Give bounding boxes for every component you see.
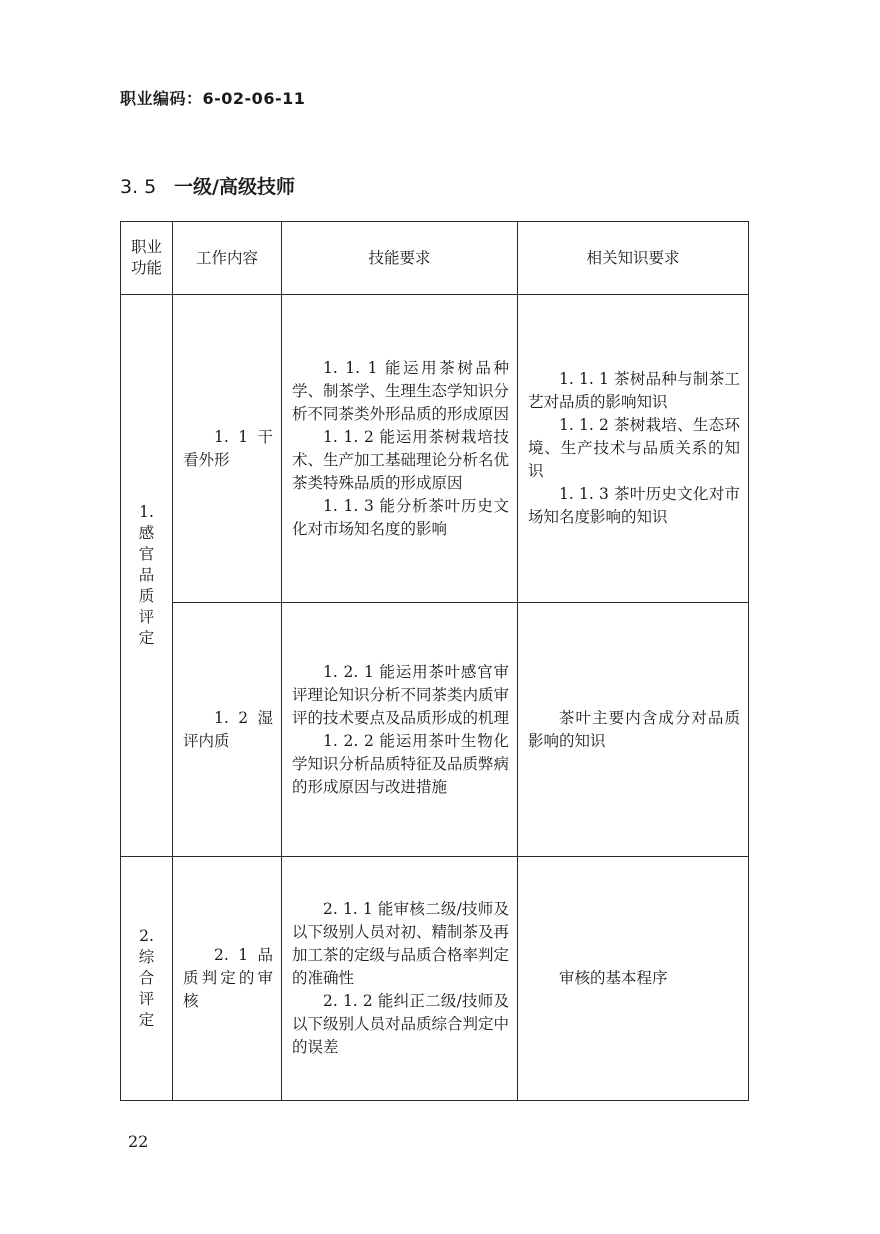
section-title-text: 一级/高级技师 — [174, 176, 295, 198]
header-func: 职业功能 — [121, 222, 173, 295]
work-cell: 1. 2 湿评内质 — [173, 603, 282, 857]
skill-cell: 1. 1. 1 能运用茶树品种学、制茶学、生理生态学知识分析不同茶类外形品质的形成原因 1. 1. 2 能运用茶树栽培技术、生产加工基础理论分析名优茶类特殊品质的形成原因 1. 1. 3 能分析茶叶历史文化对市场知名度的影响 — [282, 295, 518, 603]
table-header-row — [121, 222, 749, 295]
skill-cell: 1. 2. 1 能运用茶叶感官审评理论知识分析不同茶类内质审评的技术要点及品质形成的机理 1. 2. 2 能运用茶叶生物化学知识分析品质特征及品质弊病的形成原因与改进措施 — [282, 603, 518, 857]
table-row — [121, 857, 749, 1101]
header-knowledge: 相关知识要求 — [518, 222, 749, 295]
func-cell: 1. 感官品质评定 — [121, 295, 173, 857]
work-cell: 2. 1 品质判定的审核 — [173, 857, 282, 1101]
section-heading — [120, 172, 295, 199]
table-row — [121, 295, 749, 603]
skill-cell: 2. 1. 1 能审核二级/技师及以下级别人员对初、精制茶及再加工茶的定级与品质合格率判定的准确性 2. 1. 2 能纠正二级/技师及以下级别人员对品质综合判定中的误差 — [282, 857, 518, 1101]
skill-requirements-table — [120, 221, 749, 1101]
func-cell: 2. 综合评定 — [121, 857, 173, 1101]
page-number: 22 — [128, 1132, 149, 1151]
header-work: 工作内容 — [173, 222, 282, 295]
knowledge-cell: 茶叶主要内含成分对品质影响的知识 — [518, 603, 749, 857]
header-skill: 技能要求 — [282, 222, 518, 295]
knowledge-cell: 审核的基本程序 — [518, 857, 749, 1101]
table-row — [121, 603, 749, 857]
occupation-code: 职业编码：6-02-06-11 — [120, 89, 306, 108]
section-number: 3. 5 — [120, 176, 157, 198]
knowledge-cell: 1. 1. 1 茶树品种与制茶工艺对品质的影响知识 1. 1. 2 茶树栽培、生态环境、生产技术与品质关系的知识 1. 1. 3 茶叶历史文化对市场知名度影响的知识 — [518, 295, 749, 603]
work-cell: 1. 1 干看外形 — [173, 295, 282, 603]
